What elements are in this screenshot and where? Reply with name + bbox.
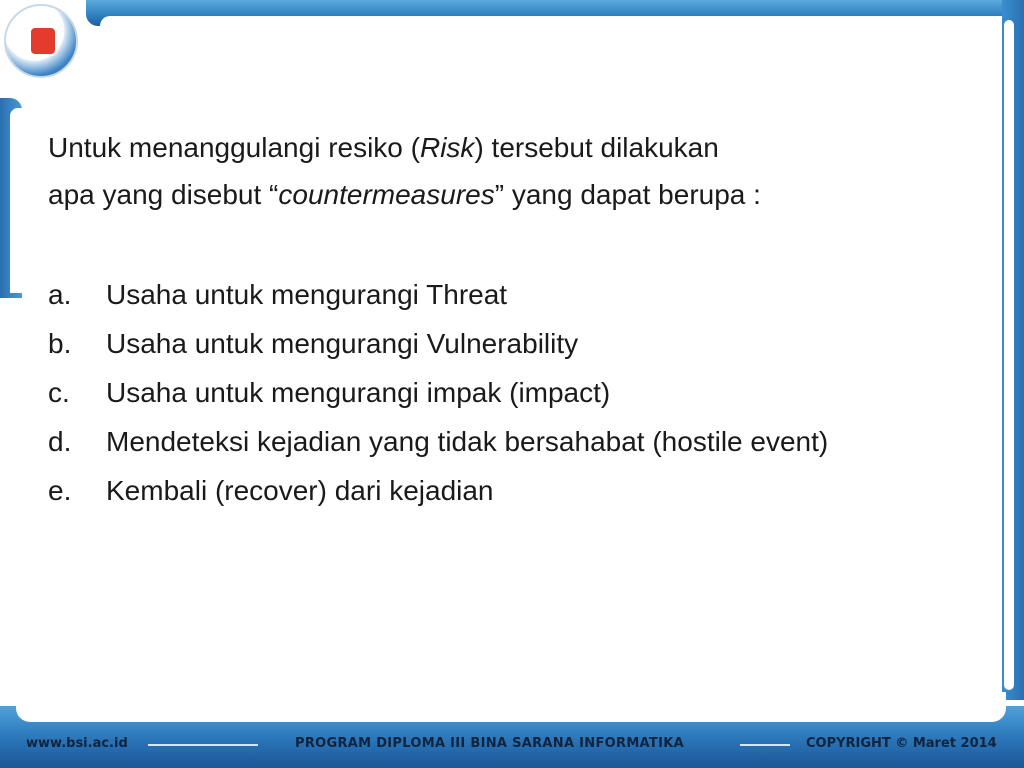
list-marker: c. (48, 377, 70, 408)
list-item (48, 271, 828, 320)
intro-text: Untuk menanggulangi resiko ( (48, 132, 420, 163)
risk-term: Risk (419, 132, 475, 163)
countermeasures-term: countermeasures (278, 179, 495, 210)
bsi-logo-icon (4, 4, 78, 78)
list-marker: b. (48, 328, 72, 359)
list-item-text: Usaha untuk mengurangi Threat (106, 279, 508, 310)
footer-url: www.bsi.ac.id (26, 736, 128, 751)
footer-separator (148, 744, 258, 746)
intro-text: ” yang dapat berupa : (494, 179, 761, 210)
list-item (48, 418, 828, 467)
intro-text: ) tersebut dilakukan (474, 132, 719, 163)
intro-text: apa yang disebut “ (48, 179, 279, 210)
footer-program-title: PROGRAM DIPLOMA III BINA SARANA INFORMATIKA (295, 736, 684, 751)
bsi-logo-mark (29, 26, 57, 56)
list-marker: e. (48, 475, 72, 506)
intro-line-2 (48, 171, 828, 218)
list-item-text: Kembali (recover) dari kejadian (106, 475, 494, 506)
list-item (48, 467, 828, 516)
slide-body (48, 124, 828, 516)
list-marker: d. (48, 426, 72, 457)
footer-bar (0, 692, 1024, 768)
right-frame-inner (1004, 20, 1014, 690)
left-frame-inner (10, 108, 22, 293)
list-marker: a. (48, 279, 72, 310)
list-item-text: Usaha untuk mengurangi impak (impact) (106, 377, 611, 408)
footer-white-panel (16, 692, 1006, 722)
list-item-text: Mendeteksi kejadian yang tidak bersahabat (hostile event) (106, 426, 829, 457)
spacer (48, 218, 828, 271)
top-frame-inner (100, 16, 1024, 38)
intro-line-1 (48, 124, 828, 171)
footer-copyright: COPYRIGHT © Maret 2014 (806, 736, 997, 751)
list-item (48, 320, 828, 369)
list-item (48, 369, 828, 418)
list-item-text: Usaha untuk mengurangi Vulnerability (106, 328, 579, 359)
footer-separator (740, 744, 790, 746)
